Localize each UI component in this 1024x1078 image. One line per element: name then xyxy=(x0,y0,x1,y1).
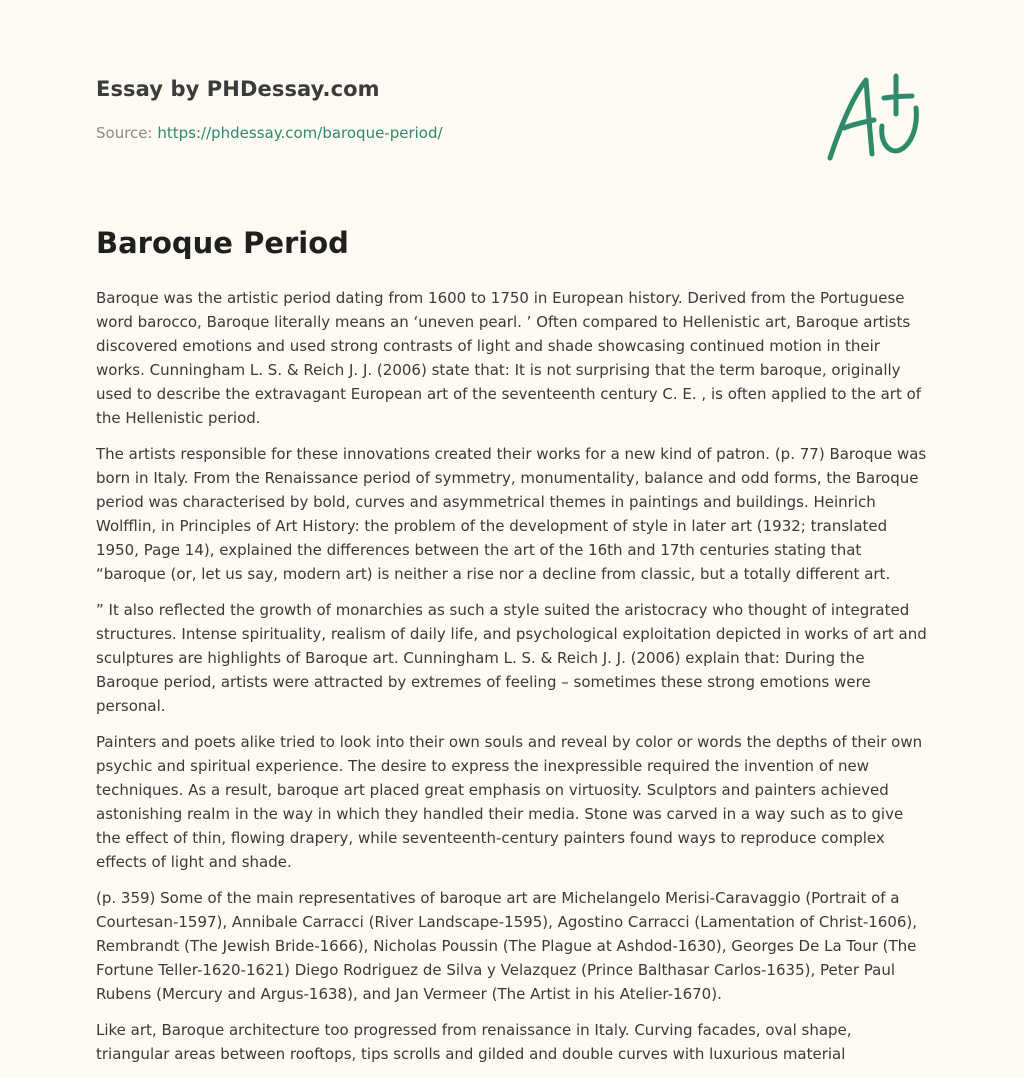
essay-title: Baroque Period xyxy=(96,226,349,260)
source-label: Source: xyxy=(96,124,153,142)
essay-paragraph: The artists responsible for these innovations created their works for a new kind of patron. (p. 77) Baroque was born in Italy. From the Renaissance period of symmetry, monumentality, balance and odd forms, the Baroque period was characterised by bold, curves and asymmetrical themes in paintings and buildings. Heinrich Wolfflin, in Principles of Art History: the problem of the development of style in later art (1932; translated 1950, Page 14), explained the differences between the art of the 16th and 17th centuries stating that “baroque (or, let us say, modern art) is neither a rise nor a decline from classic, but a totally different art. xyxy=(96,445,927,583)
source-link[interactable]: https://phdessay.com/baroque-period/ xyxy=(157,124,443,142)
essay-paragraph: Like art, Baroque architecture too progressed from renaissance in Italy. Curving facades, oval shape, triangular areas between rooftops, tips scrolls and gilded and double curves with luxurious material xyxy=(96,1021,852,1063)
a-plus-logo-icon xyxy=(826,68,926,164)
essay-paragraph: Baroque was the artistic period dating from 1600 to 1750 in European history. Derived from the Portuguese word barocco, Baroque literally means an ‘uneven pearl. ’ Often compared to Hellenistic art, Baroque artists discovered emotions and used strong contrasts of light and shade showcasing continued motion in their works. Cunningham L. S. & Reich J. J. (2006) state that: It is not surprising that the term baroque, originally used to describe the extravagant European art of the seventeenth century C. E. , is often applied to the art of the Hellenistic period. xyxy=(96,289,922,427)
essay-paragraph: ” It also reflected the growth of monarchies as such a style suited the aristocracy who thought of integrated structures. Intense spirituality, realism of daily life, and psychological exploitation depicted in works of art and sculptures are highlights of Baroque art. Cunningham L. S. & Reich J. J. (2006) explain that: During the Baroque period, artists were attracted by extremes of feeling – sometimes these strong emotions were personal. xyxy=(96,601,927,715)
source-line xyxy=(96,124,443,142)
site-title: Essay by PHDessay.com xyxy=(96,77,380,101)
essay-body xyxy=(96,286,928,1078)
essay-paragraph: Painters and poets alike tried to look into their own souls and reveal by color or words the depths of their own psychic and spiritual experience. The desire to express the inexpressible required the invention of new techniques. As a result, baroque art placed great emphasis on virtuosity. Sculptors and painters achieved astonishing realm in the way in which they handled their media. Stone was carved in a way such as to give the effect of thin, flowing drapery, while seventeenth-century painters found ways to reproduce complex effects of light and shade. xyxy=(96,733,923,871)
essay-paragraph: (p. 359) Some of the main representatives of baroque art are Michelangelo Merisi-Caravaggio (Portrait of a Courtesan-1597), Annibale Carracci (River Landscape-1595), Agostino Carracci (Lamentation of Christ-1606), Rembrandt (The Jewish Bride-1666), Nicholas Poussin (The Plague at Ashdod-1630), Georges De La Tour (The Fortune Teller-1620-1621) Diego Rodriguez de Silva y Velazquez (Prince Balthasar Carlos-1635), Peter Paul Rubens (Mercury and Argus-1638), and Jan Vermeer (The Artist in his Atelier-1670). xyxy=(96,889,918,1003)
